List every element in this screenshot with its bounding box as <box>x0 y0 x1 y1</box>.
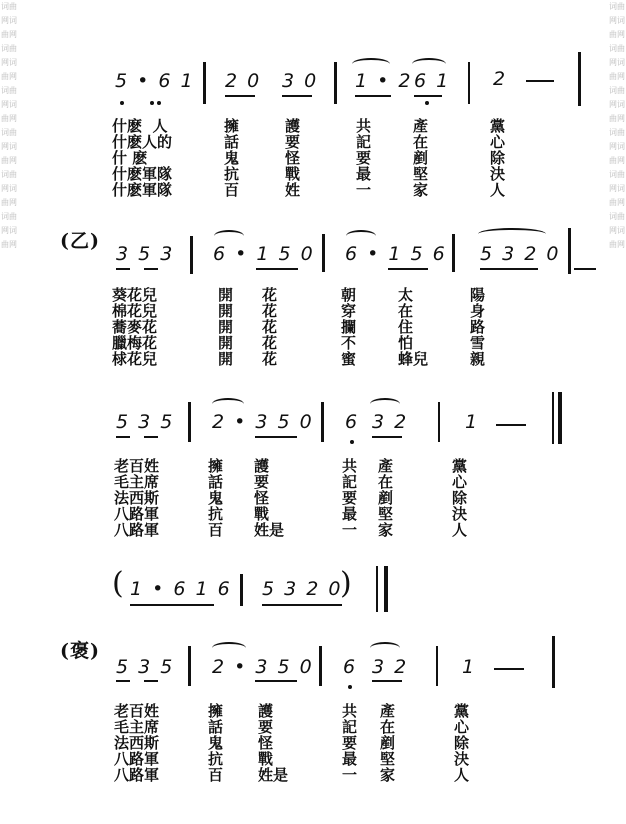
barline <box>552 636 555 688</box>
lyric-word: 八路軍 <box>114 521 160 539</box>
low-octave-dot <box>120 101 124 105</box>
lyric-word: 住 <box>398 318 414 336</box>
lyric-word: 戰 <box>258 750 274 768</box>
beam-underline <box>262 604 342 606</box>
lyric-word: 怪 <box>285 149 301 167</box>
lyric-column <box>342 703 357 783</box>
slur <box>212 398 244 410</box>
lyric-word: 要 <box>342 734 358 752</box>
note-group: 2 <box>493 68 508 90</box>
lyric-word: 法西斯 <box>114 489 160 507</box>
lyric-word: 在 <box>378 473 394 491</box>
lyric-column <box>398 287 428 367</box>
slur <box>212 642 246 654</box>
note-group: 6 1 <box>414 70 451 92</box>
lyric-word: 話 <box>224 133 240 151</box>
lyric-word: 心 <box>454 718 470 736</box>
lyric-word: 怪 <box>258 734 274 752</box>
lyric-word: 最 <box>342 750 358 768</box>
lyric-column <box>454 703 469 783</box>
lyric-column <box>413 118 428 198</box>
lyric-word: 姓是 <box>258 766 289 784</box>
lyric-word: 擁 <box>208 702 224 720</box>
beam-underline <box>372 436 402 438</box>
lyric-word: 葵花兒 <box>112 286 158 304</box>
lyric-word: 在 <box>398 302 414 320</box>
note-group: 2 0 <box>225 70 262 92</box>
lyric-word: 棉花兒 <box>112 302 158 320</box>
lyric-word: 一 <box>342 521 358 539</box>
barline <box>552 392 554 444</box>
lyric-word: 產 <box>413 117 429 135</box>
lyric-word: 花 <box>262 334 278 352</box>
slur <box>352 58 390 70</box>
lyric-word: 戰 <box>254 505 270 523</box>
lyric-column <box>342 458 357 538</box>
barline <box>190 236 193 274</box>
lyric-word: 蕎麥花 <box>112 318 158 336</box>
watermark-right: 词曲网词曲网词曲网词曲网词曲网词曲网词曲网词曲网词曲网词曲网词曲网词曲网 <box>609 2 625 249</box>
lyric-word: 話 <box>208 473 224 491</box>
beam-underline <box>372 680 402 682</box>
lyric-word: 百 <box>208 521 224 539</box>
lyric-word: 在 <box>380 718 396 736</box>
lyric-row: 什麽 人 <box>112 117 168 135</box>
note-group: 6 <box>343 656 358 678</box>
beam-underline <box>256 268 298 270</box>
lyric-column <box>452 458 467 538</box>
slur <box>214 230 244 242</box>
lyric-word: 開 <box>218 286 234 304</box>
lyric-word: 護 <box>258 702 274 720</box>
lyric-column <box>380 703 395 783</box>
lyric-row: 什麽人的 <box>112 133 173 151</box>
lyric-column <box>208 703 223 783</box>
lyric-word: 剷 <box>378 489 394 507</box>
lyric-word: 黨 <box>454 702 470 720</box>
lyric-word: 記 <box>342 473 358 491</box>
lyric-word: 共 <box>342 702 358 720</box>
low-octave-dot <box>150 101 154 105</box>
lyric-word: 陽 <box>470 286 486 304</box>
low-octave-dot <box>157 101 161 105</box>
barline <box>322 234 325 272</box>
beam-underline <box>130 604 214 606</box>
lyric-word: 穿 <box>341 302 357 320</box>
note-group: 3 5 3 <box>116 243 175 265</box>
extension-dash <box>496 424 526 426</box>
lyric-word: 要 <box>342 489 358 507</box>
barline <box>468 62 470 104</box>
lyric-column <box>470 287 485 367</box>
extension-dash <box>574 268 596 270</box>
note-group: 3 0 <box>282 70 319 92</box>
lyric-word: 除 <box>452 489 468 507</box>
note-group: 1 <box>465 411 480 433</box>
lyric-word: 朝 <box>341 286 357 304</box>
slur <box>346 230 376 242</box>
final-barline <box>384 566 388 612</box>
barline <box>203 62 206 104</box>
beam-underline <box>388 268 428 270</box>
lyric-word: 雪 <box>470 334 486 352</box>
lyric-word: 擁 <box>208 457 224 475</box>
lyric-word: 攔 <box>341 318 357 336</box>
barline <box>436 646 438 686</box>
barline <box>188 402 191 442</box>
lyric-word: 老百姓 <box>114 457 160 475</box>
beam-underline <box>255 680 297 682</box>
note-group: 3 2 <box>372 656 409 678</box>
barline <box>319 646 322 686</box>
extension-dash <box>494 668 524 670</box>
lyric-word: 除 <box>454 734 470 752</box>
section-label: (乙) <box>60 230 100 252</box>
lyric-column <box>341 287 356 367</box>
lyric-word: 產 <box>380 702 396 720</box>
lyric-word: 花 <box>262 318 278 336</box>
lyric-word: 太 <box>398 286 414 304</box>
barline <box>452 234 455 272</box>
lyric-word: 花 <box>262 350 278 368</box>
note-group: 6 • 1 5 0 <box>213 243 315 265</box>
lyric-word: 百 <box>208 766 224 784</box>
lyric-word: 記 <box>342 718 358 736</box>
lyric-word: 堅 <box>378 505 394 523</box>
lyric-word: 人 <box>452 521 468 539</box>
beam-underline <box>116 680 130 682</box>
lyric-column <box>218 287 233 367</box>
barline <box>321 402 324 442</box>
lyric-word: 毛主席 <box>114 718 160 736</box>
lyric-word: 人 <box>454 766 470 784</box>
close-paren: ) <box>340 566 352 601</box>
barline <box>568 228 571 274</box>
lyric-word: 鬼 <box>208 489 224 507</box>
lyric-word: 百 <box>224 181 240 199</box>
lyric-row: 什 麽 <box>112 149 148 167</box>
lyric-word: 黨 <box>452 457 468 475</box>
lyric-word: 八路軍 <box>114 505 160 523</box>
lyric-word: 要 <box>356 149 372 167</box>
lyric-word: 要 <box>258 718 274 736</box>
lyric-word: 家 <box>413 181 429 199</box>
note-group: 5 3 5 <box>116 411 175 433</box>
note-group: 5 • 6 1 <box>115 70 195 92</box>
lyric-word: 要 <box>285 133 301 151</box>
barline <box>376 566 378 612</box>
lyric-word: 家 <box>380 766 396 784</box>
lyric-word: 開 <box>218 350 234 368</box>
lyric-word: 剷 <box>413 149 429 167</box>
lyric-word: 護 <box>254 457 270 475</box>
lyric-column <box>112 287 157 367</box>
note-group: 2 • 3 5 0 <box>212 656 314 678</box>
beam-underline <box>116 268 130 270</box>
lyric-word: 法西斯 <box>114 734 160 752</box>
barline <box>438 402 440 442</box>
lyric-word: 最 <box>342 505 358 523</box>
note-group: 5 3 5 <box>116 656 175 678</box>
note-group: 3 2 <box>372 411 409 433</box>
lyric-word: 堅 <box>380 750 396 768</box>
section-label: (褒) <box>60 640 100 662</box>
lyric-word: 戰 <box>285 165 301 183</box>
lyric-word: 要 <box>254 473 270 491</box>
lyric-word: 鬼 <box>208 734 224 752</box>
lyric-row: 什麽軍隊 <box>112 165 173 183</box>
lyric-word: 決 <box>454 750 470 768</box>
slur <box>478 228 546 240</box>
lyric-word: 記 <box>356 133 372 151</box>
lyric-column <box>356 118 371 198</box>
low-octave-dot <box>348 685 352 689</box>
lyric-column <box>262 287 277 367</box>
lyric-word: 毛主席 <box>114 473 160 491</box>
lyric-word: 花 <box>262 286 278 304</box>
lyric-column <box>224 118 239 198</box>
lyric-word: 開 <box>218 302 234 320</box>
lyric-word: 心 <box>452 473 468 491</box>
lyric-word: 身 <box>470 302 486 320</box>
lyric-word: 決 <box>452 505 468 523</box>
lyric-column <box>114 458 159 538</box>
lyric-word: 心 <box>490 133 506 151</box>
slur <box>370 642 400 654</box>
note-group: 5 3 2 0 <box>262 578 343 600</box>
lyric-word: 在 <box>413 133 429 151</box>
barline <box>334 62 337 104</box>
lyric-word: 路 <box>470 318 486 336</box>
lyric-word: 一 <box>342 766 358 784</box>
lyric-column <box>258 703 288 783</box>
lyric-word: 一 <box>356 181 372 199</box>
note-group: 1 • 6 1 6 <box>130 578 232 600</box>
note-group: 6 • 1 5 6 <box>345 243 447 265</box>
lyric-row: 什麽軍隊 <box>112 181 173 199</box>
beam-underline <box>144 680 158 682</box>
beam-underline <box>414 95 442 97</box>
lyric-word: 八路軍 <box>114 766 160 784</box>
lyric-column <box>112 118 172 198</box>
extension-dash <box>526 80 554 82</box>
beam-underline <box>282 95 312 97</box>
barline <box>240 574 243 606</box>
lyric-word: 蜜 <box>341 350 357 368</box>
lyric-word: 黨 <box>490 117 506 135</box>
lyric-word: 擁 <box>224 117 240 135</box>
note-group: 2 • 3 5 0 <box>212 411 314 433</box>
lyric-word: 堅 <box>413 165 429 183</box>
lyric-word: 臘梅花 <box>112 334 158 352</box>
lyric-word: 開 <box>218 318 234 336</box>
lyric-word: 抗 <box>208 750 224 768</box>
barline <box>188 646 191 686</box>
lyric-word: 抗 <box>208 505 224 523</box>
slur <box>412 58 446 70</box>
lyric-word: 不 <box>341 334 357 352</box>
lyric-column <box>254 458 284 538</box>
watermark-left: 词曲网词曲网词曲网词曲网词曲网词曲网词曲网词曲网词曲网词曲网词曲网词曲网 <box>1 2 17 249</box>
lyric-word: 梂花兒 <box>112 350 158 368</box>
note-group: 1 • 2 <box>355 70 413 92</box>
note-group: 5 3 2 0 <box>480 243 561 265</box>
lyric-word: 家 <box>378 521 394 539</box>
lyric-word: 八路軍 <box>114 750 160 768</box>
lyric-word: 怪 <box>254 489 270 507</box>
beam-underline <box>255 436 297 438</box>
slur <box>370 398 400 410</box>
lyric-word: 怕 <box>398 334 414 352</box>
lyric-column <box>114 703 159 783</box>
lyric-word: 蜂兒 <box>398 350 429 368</box>
note-group: 6 <box>345 411 360 433</box>
lyric-word: 開 <box>218 334 234 352</box>
lyric-word: 姓是 <box>254 521 285 539</box>
lyric-word: 共 <box>342 457 358 475</box>
lyric-word: 話 <box>208 718 224 736</box>
lyric-word: 產 <box>378 457 394 475</box>
low-octave-dot <box>425 101 429 105</box>
lyric-word: 抗 <box>224 165 240 183</box>
lyric-word: 決 <box>490 165 506 183</box>
lyric-column <box>378 458 393 538</box>
beam-underline <box>144 436 158 438</box>
lyric-word: 人 <box>490 181 506 199</box>
lyric-word: 鬼 <box>224 149 240 167</box>
beam-underline <box>355 95 391 97</box>
lyric-column <box>490 118 505 198</box>
lyric-word: 除 <box>490 149 506 167</box>
lyric-word: 剷 <box>380 734 396 752</box>
open-paren: ( <box>112 566 124 601</box>
lyric-word: 最 <box>356 165 372 183</box>
lyric-word: 共 <box>356 117 372 135</box>
beam-underline <box>144 268 158 270</box>
lyric-word: 花 <box>262 302 278 320</box>
final-barline <box>558 392 562 444</box>
lyric-word: 護 <box>285 117 301 135</box>
beam-underline <box>225 95 255 97</box>
lyric-column <box>208 458 223 538</box>
lyric-word: 老百姓 <box>114 702 160 720</box>
lyric-word: 姓 <box>285 181 301 199</box>
beam-underline <box>116 436 130 438</box>
lyric-word: 親 <box>470 350 486 368</box>
beam-underline <box>480 268 538 270</box>
note-group: 1 <box>462 656 477 678</box>
low-octave-dot <box>350 440 354 444</box>
barline <box>578 52 581 106</box>
lyric-column <box>285 118 300 198</box>
